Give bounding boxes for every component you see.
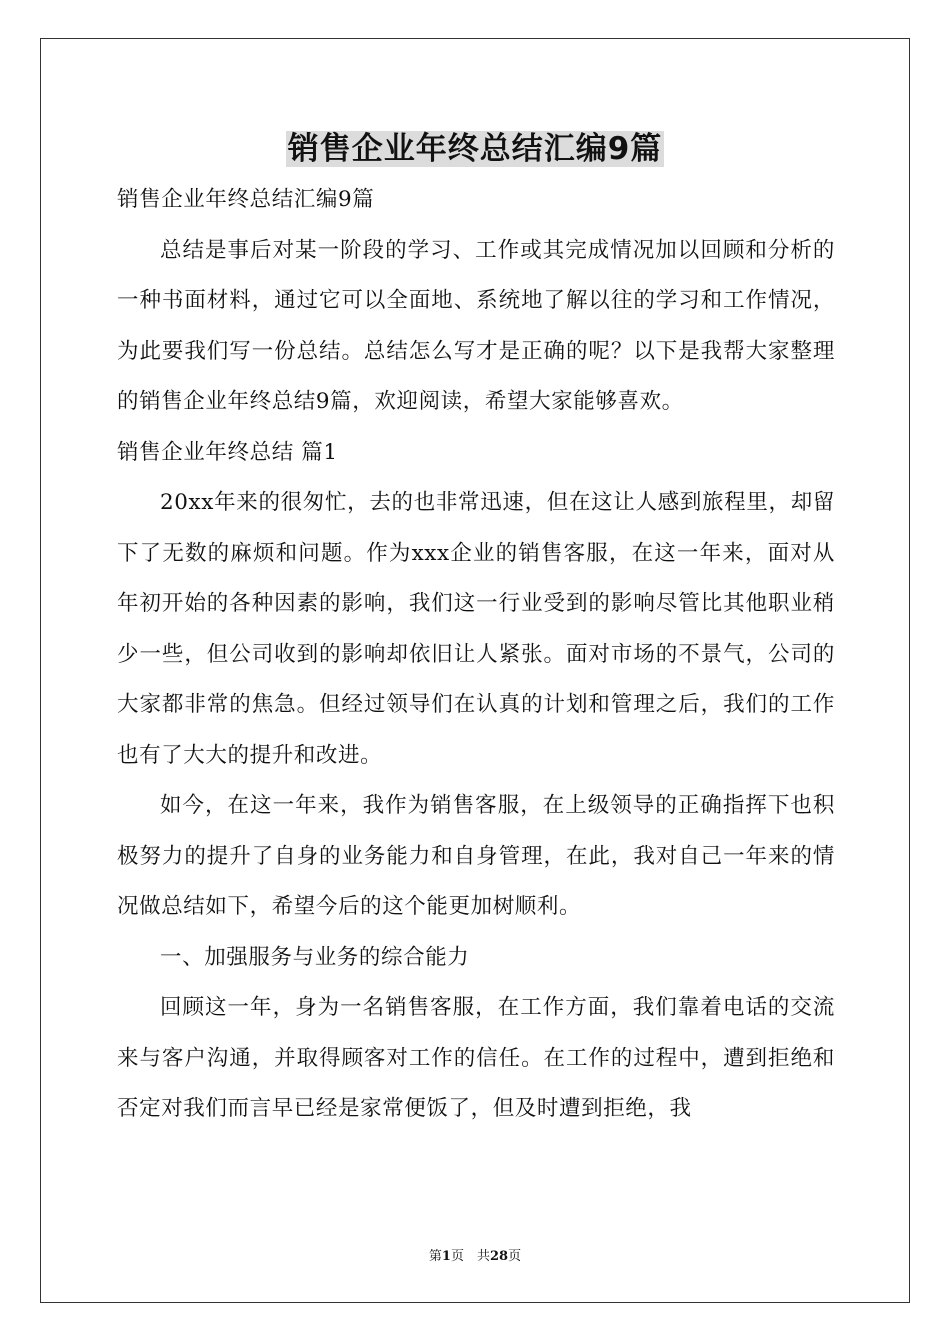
document-body — [117, 175, 835, 1135]
footer-mid: 页 共 — [450, 1249, 490, 1264]
paragraph-body: 20xx年来的很匆忙，去的也非常迅速，但在这让人感到旅程里，却留下了无数的麻烦和问题。作为xxx企业的销售客服，在这一年来，面对从年初开始的各种因素的影响，我们这一行业受到的影响尽管比其他职业稍少一些，但公司收到的影响却依旧让人紧张。面对市场的不景气，公司的大家都非常的焦急。但经过领导们在认真的计划和管理之后，我们的工作也有了大大的提升和改进。 — [117, 490, 835, 768]
document-title-text: 销售企业年终总结汇编9篇 — [287, 131, 663, 167]
footer-total-pages: 28 — [489, 1249, 509, 1264]
footer-suffix: 页 — [508, 1249, 522, 1264]
page-footer — [0, 1245, 950, 1264]
paragraph-body: 回顾这一年，身为一名销售客服，在工作方面，我们靠着电话的交流来与客户沟通，并取得顾客对工作的信任。在工作的过程中，遭到拒绝和否定对我们而言早已经是家常便饭了，但及时遭到拒绝，我 — [117, 995, 835, 1121]
section-heading-part1: 销售企业年终总结 篇1 — [117, 439, 338, 465]
paragraph-subtitle: 销售企业年终总结汇编9篇 — [117, 187, 375, 212]
paragraph-intro: 总结是事后对某一阶段的学习、工作或其完成情况加以回顾和分析的一种书面材料，通过它可以全面地、系统地了解以往的学习和工作情况，为此要我们写一份总结。总结怎么写才是正确的呢？以下是我帮大家整理的销售企业年终总结9篇，欢迎阅读，希望大家能够喜欢。 — [117, 237, 835, 414]
footer-prefix: 第 — [428, 1249, 442, 1264]
document-title — [0, 127, 950, 171]
paragraph-body: 如今，在这一年来，我作为销售客服，在上级领导的正确指挥下也积极努力的提升了自身的业务能力和自身管理，在此，我对自己一年来的情况做总结如下，希望今后的这个能更加树顺利。 — [117, 793, 835, 919]
subsection-heading: 一、加强服务与业务的综合能力 — [160, 944, 470, 970]
footer-current-page: 1 — [441, 1249, 451, 1264]
